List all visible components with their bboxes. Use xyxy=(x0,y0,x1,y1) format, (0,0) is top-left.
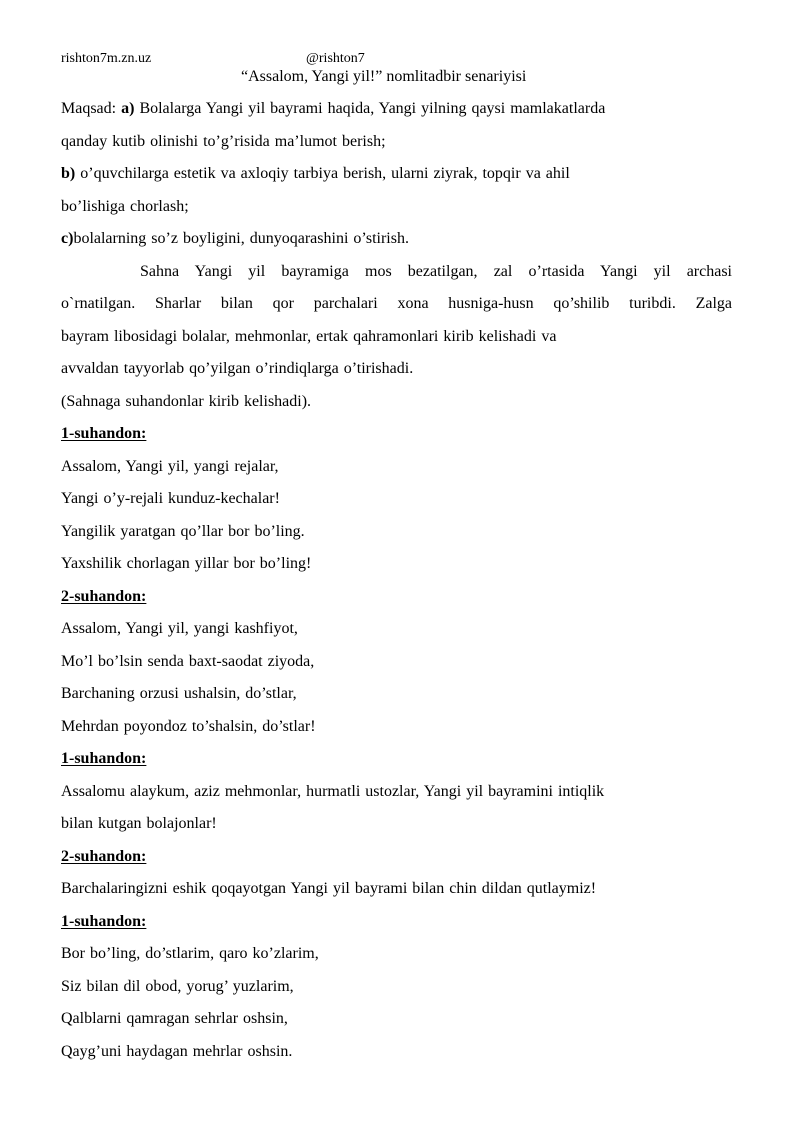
goal-c-line-1 xyxy=(61,229,409,249)
scene-line-5: (Sahnaga suhandonlar kirib kelishadi). xyxy=(61,393,312,410)
verse-line: Yangi o’y-rejali kunduz-kechalar! xyxy=(61,490,280,507)
goal-c-marker: c) xyxy=(61,230,74,247)
document-title: “Assalom, Yangi yil!” nomlitadbir senariyisi xyxy=(241,68,527,85)
goal-b-line-1 xyxy=(61,164,570,184)
goal-a-line-1 xyxy=(61,99,605,119)
verse-line: Yaxshilik chorlagan yillar bor bo’ling! xyxy=(61,555,312,572)
scene-line-1: Sahna Yangi yil bayramiga mos bezatilgan, zal o’rtasida Yangi yil archasi xyxy=(140,263,732,280)
telegram-handle: @rishton7 xyxy=(306,51,365,66)
goal-b-text-1: o’quvchilarga estetik va axloqiy tarbiya berish, ularni ziyrak, topqir va ahil xyxy=(80,165,570,182)
speaker-heading: 2-suhandon: xyxy=(61,848,147,865)
speech-line: bilan kutgan bolajonlar! xyxy=(61,815,217,832)
scene-line-4: avvaldan tayyorlab qo’yilgan o’rindiqlarga o’tirishadi. xyxy=(61,360,414,377)
speaker-heading: 1-suhandon: xyxy=(61,913,147,930)
speaker-heading: 1-suhandon: xyxy=(61,425,147,442)
verse-line: Barchaning orzusi ushalsin, do’stlar, xyxy=(61,685,297,702)
verse-line: Bor bo’ling, do’stlarim, qaro ko’zlarim, xyxy=(61,945,319,962)
goal-b-marker: b) xyxy=(61,165,76,182)
verse-line: Mehrdan poyondoz to’shalsin, do’stlar! xyxy=(61,718,316,735)
goal-label: Maqsad: xyxy=(61,100,117,117)
verse-line: Qalblarni qamragan sehrlar oshsin, xyxy=(61,1010,288,1027)
verse-line: Assalom, Yangi yil, yangi rejalar, xyxy=(61,458,279,475)
scene-line-2: o`rnatilgan. Sharlar bilan qor parchalari xona husniga-husn qo’shilib turibdi. Zalga xyxy=(61,295,732,312)
verse-line: Qayg’uni haydagan mehrlar oshsin. xyxy=(61,1043,293,1060)
verse-line: Mo’l bo’lsin senda baxt-saodat ziyoda, xyxy=(61,653,315,670)
verse-line: Siz bilan dil obod, yorug’ yuzlarim, xyxy=(61,978,294,995)
goal-a-marker: a) xyxy=(121,100,135,117)
goal-a-line-2: qanday kutib olinishi to’g’risida ma’lumot berish; xyxy=(61,133,386,150)
goal-c-text-1: bolalarning so’z boyligini, dunyoqarashini o’stirish. xyxy=(73,230,409,247)
speaker-heading: 2-suhandon: xyxy=(61,588,147,605)
verse-line: Assalom, Yangi yil, yangi kashfiyot, xyxy=(61,620,298,637)
scene-line-3: bayram libosidagi bolalar, mehmonlar, ertak qahramonlari kirib kelishadi va xyxy=(61,328,557,345)
speech-line: Assalomu alaykum, aziz mehmonlar, hurmatli ustozlar, Yangi yil bayramini intiqlik xyxy=(61,783,605,800)
speech-line: Barchalaringizni eshik qoqayotgan Yangi yil bayrami bilan chin dildan qutlaymiz! xyxy=(61,880,597,897)
verse-line: Yangilik yaratgan qo’llar bor bo’ling. xyxy=(61,523,305,540)
speaker-heading: 1-suhandon: xyxy=(61,750,147,767)
goal-b-line-2: bo’lishiga chorlash; xyxy=(61,198,189,215)
site-url: rishton7m.zn.uz xyxy=(61,51,152,66)
goal-a-text-1: Bolalarga Yangi yil bayrami haqida, Yangi yilning qaysi mamlakatlarda xyxy=(139,100,606,117)
